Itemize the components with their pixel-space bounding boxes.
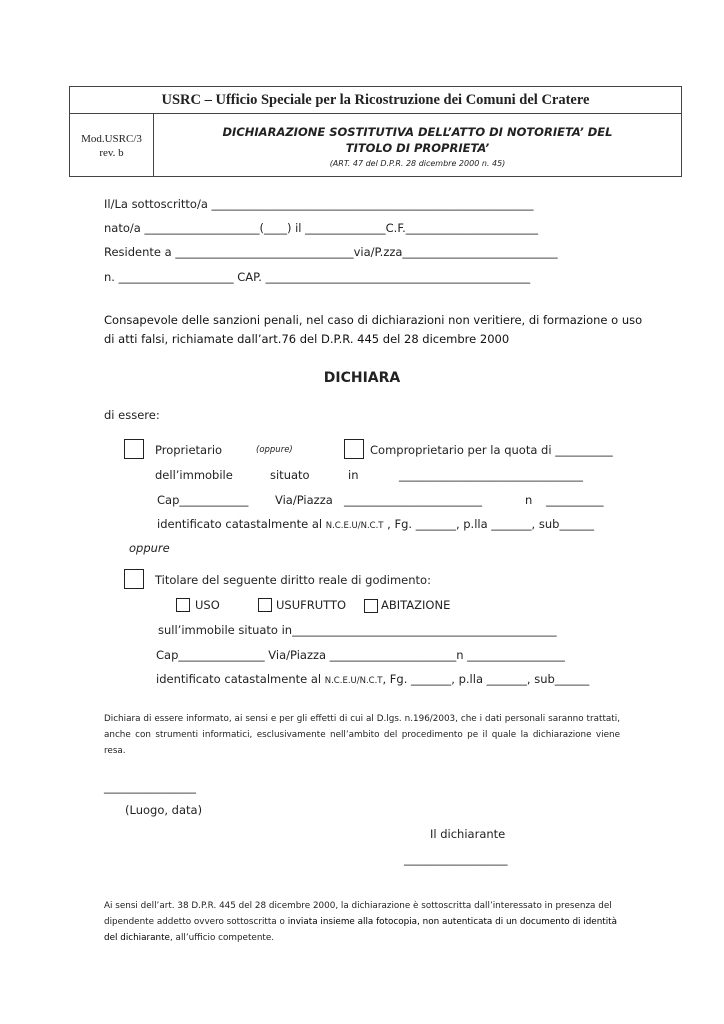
module-code: Mod.USRC/3	[81, 132, 142, 145]
cap-via-number-field-2[interactable]: Cap_______________ Via/Piazza ______________________n _________________	[156, 648, 565, 662]
holder-checkbox[interactable]	[124, 569, 144, 589]
org-title: USRC – Ufficio Speciale per la Ricostruzione dei Comuni del Cratere	[161, 91, 590, 108]
birth-and-taxcode-field[interactable]: nato/a ____________________(____) il ______________C.F._______________________	[104, 221, 538, 235]
footer-part1: Ai sensi dell’art. 38 D.P.R. 445 del 28 dicembre 2000, la dichiarazione è sottoscritta dall’interessato in presenza del dipendente addetto ovvero sottoscritta o	[104, 901, 612, 927]
number-label-1: n	[525, 493, 533, 507]
oppure-label: oppure	[129, 541, 170, 555]
property-location-field-2[interactable]: sull’immobile situato in______________________________________________	[158, 623, 557, 637]
owner-label: Proprietario	[155, 443, 223, 457]
declarant-label: Il dichiarante	[430, 827, 506, 841]
document-subtitle: (ART. 47 del D.P.R. 28 dicembre 2000 n. 45)	[329, 158, 506, 168]
declare-heading: DICHIARA	[323, 370, 401, 386]
privacy-notice: Dichiara di essere informato, ai sensi e per gli effetti di cui al D.lgs. n.196/2003, che i dati personali saranno trattati, anche con strumenti informatici, esclusivamente nell’ambito del procedimento pe il quale la dichiarazione viene resa.	[104, 714, 620, 756]
in-label: in	[348, 468, 359, 482]
number-field-1[interactable]: __________	[546, 493, 604, 507]
cadastral-prefix-2: identificato catastalmente al	[156, 672, 325, 686]
di-essere-label: di essere:	[104, 408, 160, 422]
co-owner-checkbox[interactable]	[344, 439, 364, 459]
cadastral-prefix-1: identificato catastalmente al	[157, 517, 326, 531]
owner-checkbox[interactable]	[124, 439, 144, 459]
footer-part3: , all’ufficio competente.	[169, 933, 275, 943]
residence-field[interactable]: Residente a _______________________________via/P.zza___________________________	[104, 245, 558, 259]
cadastral-suffix-1[interactable]: , Fg. _______, p.lla _______, sub______	[383, 517, 594, 531]
via-label-1: Via/Piazza	[275, 493, 333, 507]
habitation-label: ABITAZIONE	[381, 598, 451, 612]
cadastral-line-2[interactable]	[156, 672, 589, 686]
number-cap-field[interactable]: n. ____________________ CAP. ______________________________________________	[104, 270, 531, 284]
situated-label: situato	[270, 468, 310, 482]
use-checkbox[interactable]	[176, 598, 190, 612]
or-small-label: (oppure)	[256, 445, 293, 455]
header-table	[69, 86, 682, 177]
header-org-row	[70, 87, 681, 114]
use-label: USO	[195, 598, 220, 612]
location-field[interactable]: ________________________________	[399, 468, 583, 482]
usufruct-checkbox[interactable]	[258, 598, 272, 612]
cadastral-code-2: N.C.E.U/N.C.T	[324, 676, 383, 686]
footer-part2: inviata insieme alla fotocopia, non autenticata di un documento di identità del dichiarante	[104, 917, 618, 943]
cadastral-line-1[interactable]	[157, 517, 594, 531]
undersigned-field[interactable]: Il/La sottoscritto/a ________________________________________________________	[104, 197, 534, 211]
declarant-signature-line[interactable]: __________________	[404, 852, 508, 866]
cadastral-suffix-2[interactable]: , Fg. _______, p.lla _______, sub______	[382, 672, 590, 686]
property-label: dell’immobile	[155, 468, 233, 482]
habitation-checkbox[interactable]	[364, 599, 378, 613]
module-cell	[70, 114, 154, 177]
document-title-cell	[154, 114, 681, 177]
place-date-line[interactable]: ________________	[104, 780, 196, 794]
document-title-line2: TITOLO DI PROPRIETA’	[345, 140, 490, 155]
co-owner-share-field[interactable]: Comproprietario per la quota di __________	[370, 443, 613, 457]
holder-label: Titolare del seguente diritto reale di godimento:	[155, 573, 431, 587]
awareness-line1: Consapevole delle sanzioni penali, nel caso di dichiarazioni non veritiere, di formazione o uso	[104, 313, 643, 327]
footer-note	[104, 898, 620, 946]
place-date-label: (Luogo, data)	[125, 803, 203, 817]
cadastral-code-1: N.C.E.U/N.C.T	[325, 521, 384, 531]
cap-field-1[interactable]: Cap____________	[157, 493, 249, 507]
awareness-line2: di atti falsi, richiamate dall’art.76 del D.P.R. 445 del 28 dicembre 2000	[104, 332, 510, 346]
via-field-1[interactable]: ________________________	[344, 493, 482, 507]
module-revision: rev. b	[99, 146, 124, 159]
usufruct-label: USUFRUTTO	[276, 598, 347, 612]
document-title-line1: DICHIARAZIONE SOSTITUTIVA DELL’ATTO DI NOTORIETA’ DEL	[222, 124, 613, 139]
